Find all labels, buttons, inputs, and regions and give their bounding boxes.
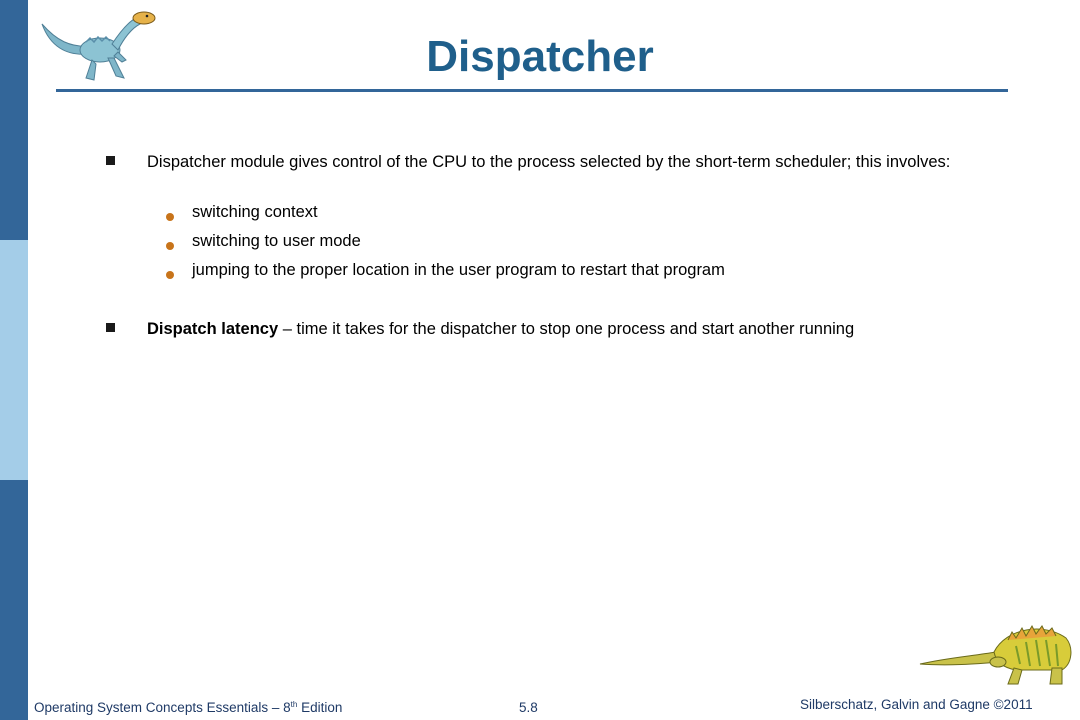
subbullet-text: switching context (192, 203, 318, 221)
term-definition: – time it takes for the dispatcher to stop one process and start another running (278, 320, 855, 338)
title-underline (56, 89, 1008, 92)
footer-book-suffix: Edition (297, 700, 343, 715)
bullet-text (147, 320, 987, 339)
subbullet-dot-icon (166, 266, 174, 284)
side-bar-bottom (0, 480, 28, 720)
footer-book-sup: th (290, 700, 298, 709)
footer-page-number: 5.8 (519, 700, 538, 715)
subbullet-dot-icon (166, 208, 174, 226)
bullet-text: Dispatcher module gives control of the CPU to the process selected by the short-term scheduler; this involves: (147, 153, 951, 171)
side-color-bar (0, 0, 28, 720)
subbullet-dot-icon (166, 237, 174, 255)
footer-copyright: Silberschatz, Galvin and Gagne ©2011 (800, 697, 1033, 712)
term-label: Dispatch latency (147, 320, 279, 338)
footer-book-title (34, 700, 342, 715)
footer-book-prefix: Operating System Concepts Essentials – 8 (34, 700, 291, 715)
side-bar-middle (0, 240, 28, 480)
subbullet-text: switching to user mode (192, 232, 361, 250)
subbullet-text: jumping to the proper location in the user program to restart that program (192, 261, 725, 279)
slide-title: Dispatcher (426, 32, 654, 81)
bullet-square-icon (106, 156, 115, 168)
dinosaur-corner-icon (916, 618, 1076, 690)
bullet-square-icon (106, 323, 115, 335)
